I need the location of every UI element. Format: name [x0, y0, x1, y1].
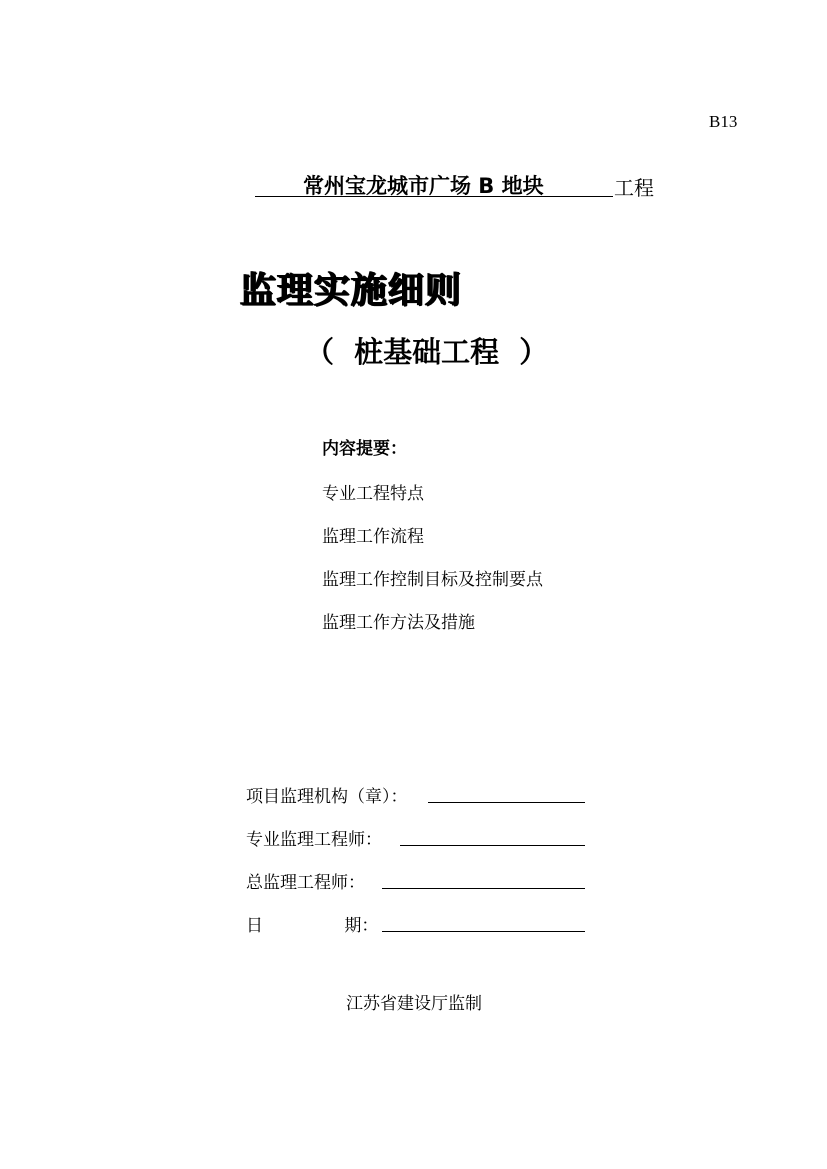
page-subtitle — [305, 330, 548, 371]
contents-item: 监理工作方法及措施 — [322, 613, 475, 633]
contents-heading: 内容提要： — [322, 439, 407, 459]
signature-row-org — [246, 782, 408, 808]
project-name-underline — [255, 196, 613, 197]
contents-item: 监理工作控制目标及控制要点 — [322, 570, 543, 590]
project-name: 常州宝龙城市广场 B 地块 — [303, 174, 544, 198]
signature-line-date[interactable] — [382, 931, 585, 932]
signature-label-date-2: 期： — [344, 916, 379, 936]
subtitle-open-paren: （ — [305, 335, 335, 369]
signature-line-chief[interactable] — [382, 888, 585, 889]
subtitle-text: 桩基础工程 — [354, 335, 500, 369]
subtitle-close-paren: ） — [519, 335, 549, 369]
signature-line-engineer[interactable] — [400, 845, 585, 846]
signature-label-org: 项目监理机构（章）： — [246, 787, 408, 807]
signature-row-date — [246, 911, 378, 937]
signature-row-chief — [246, 868, 365, 894]
signature-row-engineer — [246, 825, 382, 851]
signature-label-chief: 总监理工程师： — [246, 873, 365, 893]
signature-label-engineer: 专业监理工程师： — [246, 830, 382, 850]
project-suffix: 工程 — [614, 176, 654, 200]
contents-item: 专业工程特点 — [322, 484, 424, 504]
contents-item: 监理工作流程 — [322, 527, 424, 547]
page-title: 监理实施细则 — [240, 270, 463, 311]
signature-line-org[interactable] — [428, 802, 585, 803]
project-name-field — [255, 170, 615, 198]
issuer: 江苏省建设厅监制 — [346, 994, 482, 1014]
signature-label-date-1: 日 — [246, 916, 263, 936]
document-code: B13 — [709, 112, 738, 131]
